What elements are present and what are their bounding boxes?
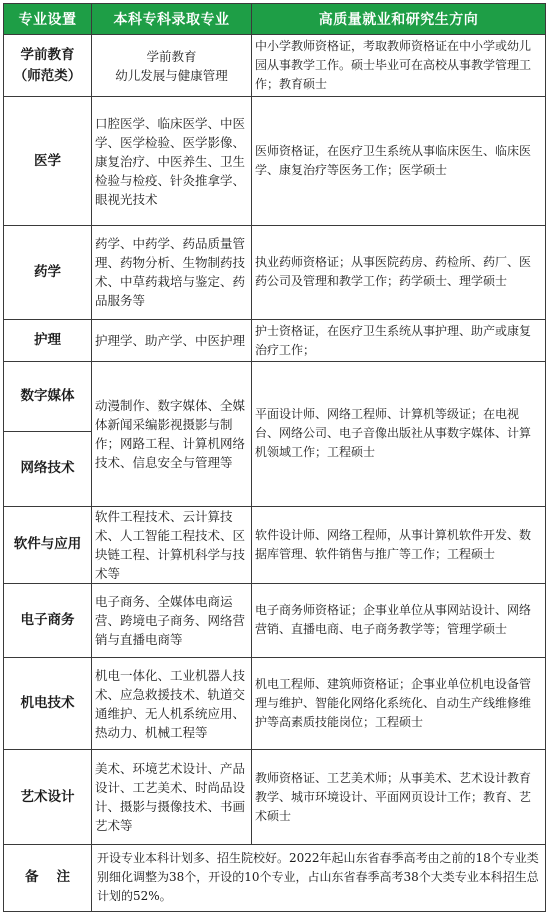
majors-cell: 美术、环境艺术设计、产品设计、工艺美术、时尚品设计、摄影与摄像技术、书画艺术等 bbox=[92, 750, 252, 844]
careers-cell: 护士资格证，在医疗卫生系统从事护理、助产或康复治疗工作； bbox=[252, 320, 546, 362]
majors-cell: 口腔医学、临床医学、中医学、医学检验、医学影像、康复治疗、中医养生、卫生检验与检疫、针灸推拿学、眼视光技术 bbox=[92, 97, 252, 225]
category-cell: 药学 bbox=[4, 225, 92, 319]
category-cell: 电子商务 bbox=[4, 583, 92, 657]
table-row bbox=[4, 506, 546, 583]
table-row bbox=[4, 362, 546, 432]
category-cell: 机电技术 bbox=[4, 658, 92, 750]
header-major-setting: 专业设置 bbox=[4, 4, 92, 35]
header-career-direction: 高质量就业和研究生方向 bbox=[252, 4, 546, 35]
majors-cell: 药学、中药学、药品质量管理、药物分析、生物制药技术、中草药栽培与鉴定、药品服务等 bbox=[92, 225, 252, 319]
majors-cell: 软件工程技术、云计算技术、人工智能工程技术、区块链工程、计算机科学与技术等 bbox=[92, 506, 252, 583]
careers-cell: 平面设计师、网络工程师、计算机等级证；在电视台、网络公司、电子音像出版社从事数字媒体、计算机领域工作；工程硕士 bbox=[252, 362, 546, 506]
table-header-row bbox=[4, 4, 546, 35]
note-text: 开设专业本科计划多、招生院校好。2022年起山东省春季高考由之前的18个专业类别细化调整为38个，开设的10个专业，占山东省春季高考38个大类专业本科招生总计划的52%。 bbox=[92, 844, 546, 911]
table-row bbox=[4, 225, 546, 319]
category-cell: 数字媒体 bbox=[4, 362, 92, 432]
category-cell: 护理 bbox=[4, 320, 92, 362]
careers-cell: 医师资格证，在医疗卫生系统从事临床医生、临床医学、康复治疗等医务工作；医学硕士 bbox=[252, 97, 546, 225]
header-admission-majors: 本科专科录取专业 bbox=[92, 4, 252, 35]
majors-cell: 护理学、助产学、中医护理 bbox=[92, 320, 252, 362]
table-row bbox=[4, 658, 546, 750]
category-cell: 艺术设计 bbox=[4, 750, 92, 844]
table-row bbox=[4, 583, 546, 657]
category-cell: 软件与应用 bbox=[4, 506, 92, 583]
majors-cell: 动漫制作、数字媒体、全媒体新闻采编影视摄影与制作；网路工程、计算机网络技术、信息安全与管理等 bbox=[92, 362, 252, 506]
careers-cell: 教师资格证、工艺美术师；从事美术、艺术设计教育教学、城市环境设计、平面网页设计工作；教育、艺术硕士 bbox=[252, 750, 546, 844]
table-row bbox=[4, 320, 546, 362]
category-cell: 医学 bbox=[4, 97, 92, 225]
careers-cell: 机电工程师、建筑师资格证；企事业单位机电设备管理与维护、智能化网络化系统化、自动生产线维修维护等高素质技能岗位；工程硕士 bbox=[252, 658, 546, 750]
table-row bbox=[4, 35, 546, 97]
category-cell: 学前教育 （师范类） bbox=[4, 35, 92, 97]
careers-cell: 执业药师资格证；从事医院药房、药检所、药厂、医药公司及管理和教学工作；药学硕士、理学硕士 bbox=[252, 225, 546, 319]
careers-cell: 软件设计师、网络工程师，从事计算机软件开发、数据库管理、软件销售与推广等工作；工程硕士 bbox=[252, 506, 546, 583]
careers-cell: 中小学教师资格证，考取教师资格证在中小学或幼儿园从事教学工作。硕士毕业可在高校从事教学管理工作；教育硕士 bbox=[252, 35, 546, 97]
careers-cell: 电子商务师资格证；企事业单位从事网站设计、网络营销、直播电商、电子商务教学等；管理学硕士 bbox=[252, 583, 546, 657]
enrollment-table bbox=[3, 3, 546, 912]
majors-cell: 学前教育 幼儿发展与健康管理 bbox=[92, 35, 252, 97]
majors-cell: 机电一体化、工业机器人技术、应急救援技术、轨道交通维护、无人机系统应用、热动力、机械工程等 bbox=[92, 658, 252, 750]
table-row bbox=[4, 97, 546, 225]
note-row bbox=[4, 844, 546, 911]
category-cell: 网络技术 bbox=[4, 432, 92, 506]
note-label: 备注 bbox=[4, 844, 92, 911]
majors-cell: 电子商务、全媒体电商运营、跨境电子商务、网络营销与直播电商等 bbox=[92, 583, 252, 657]
table-row bbox=[4, 750, 546, 844]
